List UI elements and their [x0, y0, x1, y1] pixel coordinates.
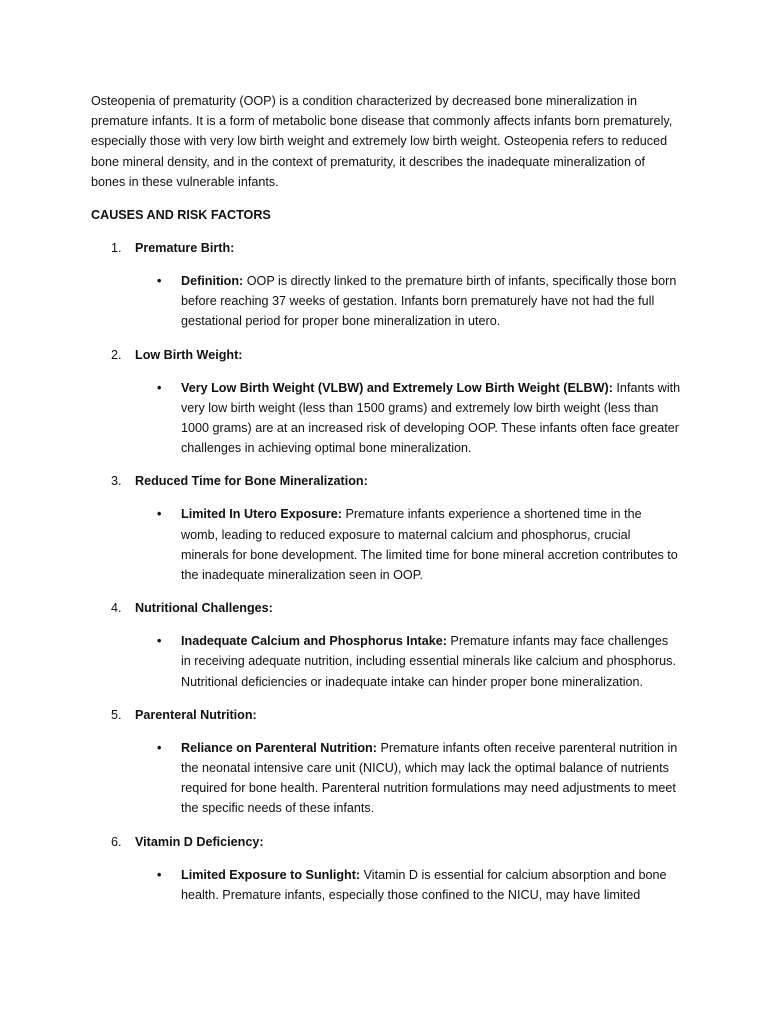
bullet-icon: • — [157, 634, 162, 649]
bullet-term: Inadequate Calcium and Phosphorus Intake: — [181, 634, 447, 649]
intro-paragraph: Osteopenia of prematurity (OOP) is a condition characterized by decreased bone mineralization in premature infants. It is a form of metabolic bone disease that commonly affects infants born prematurely, especially those with very low birth weight and extremely low birth weight. Osteopenia refers to reduced bone mineral density, and in the context of prematurity, it describes the inadequate mineralization of bones in these vulnerable infants. — [91, 94, 673, 189]
list-item — [91, 598, 681, 692]
list-item-title-text: Vitamin D Deficiency: — [135, 834, 264, 849]
list-item-title — [91, 471, 681, 491]
bullet-icon: • — [157, 274, 162, 289]
bullet-text: Premature infants experience a shortened time in the womb, leading to reduced exposure to maternal calcium and phosphorus, crucial minerals for bone development. The limited time for bone mineral accretion contributes to the inadequate mineralization seen in OOP. — [181, 507, 678, 583]
list-item-number: 1. — [111, 241, 122, 256]
bullet-text: Premature infants may face challenges in receiving adequate nutrition, including essential minerals like calcium and phosphorus. Nutritional deficiencies or inadequate intake can hinder proper bone mineralization. — [181, 634, 676, 689]
list-item-number: 3. — [111, 474, 122, 489]
bullet-point — [91, 504, 681, 585]
bullet-icon: • — [157, 867, 162, 882]
list-item-title — [91, 238, 681, 258]
bullet-term: Very Low Birth Weight (VLBW) and Extremely Low Birth Weight (ELBW): — [181, 380, 613, 395]
bullet-point — [91, 738, 681, 819]
bullet-point — [91, 271, 681, 332]
list-item-number: 2. — [111, 347, 122, 362]
list-item — [91, 345, 681, 459]
list-item-number: 4. — [111, 601, 122, 616]
bullet-point — [91, 631, 681, 692]
bullet-text: Vitamin D is essential for calcium absorption and bone health. Premature infants, especially those confined to the NICU, may have limited — [181, 867, 667, 902]
list-item-title-text: Premature Birth: — [135, 241, 235, 256]
list-item-title-text: Parenteral Nutrition: — [135, 707, 257, 722]
list-item — [91, 832, 681, 905]
bullet-term: Limited Exposure to Sunlight: — [181, 867, 361, 882]
list-item — [91, 471, 681, 585]
risk-factor-list — [91, 238, 681, 905]
document-page — [91, 91, 681, 905]
bullet-text: OOP is directly linked to the premature birth of infants, specifically those born before reaching 37 weeks of gestation. Infants born prematurely have not had the full gestational period for proper bone mineralization in utero. — [181, 274, 677, 329]
list-item-title — [91, 598, 681, 618]
bullet-term: Definition: — [181, 274, 244, 289]
bullet-icon: • — [157, 507, 162, 522]
bullet-text: Premature infants often receive parenteral nutrition in the neonatal intensive care unit (NICU), which may lack the optimal balance of nutrients required for bone health. Parenteral nutrition formulations may need adjustments to meet the specific needs of these infants. — [181, 740, 678, 816]
list-item-title-text: Low Birth Weight: — [135, 347, 243, 362]
list-item-title — [91, 345, 681, 365]
list-item-title — [91, 705, 681, 725]
list-item-title-text: Reduced Time for Bone Mineralization: — [135, 474, 368, 489]
list-item-number: 6. — [111, 834, 122, 849]
bullet-point — [91, 865, 681, 905]
bullet-icon: • — [157, 740, 162, 755]
bullet-point — [91, 378, 681, 459]
list-item-title-text: Nutritional Challenges: — [135, 601, 273, 616]
bullet-term: Reliance on Parenteral Nutrition: — [181, 740, 377, 755]
bullet-term: Limited In Utero Exposure: — [181, 507, 342, 522]
bullet-text: Infants with very low birth weight (less than 1500 grams) and extremely low birth weight (less than 1000 grams) are at an increased risk of developing OOP. These infants often face greater challenges in achieving optimal bone mineralization. — [181, 380, 681, 456]
list-item-number: 5. — [111, 707, 122, 722]
list-item — [91, 705, 681, 819]
list-item-title — [91, 832, 681, 852]
bullet-icon: • — [157, 380, 162, 395]
list-item — [91, 238, 681, 332]
section-heading: CAUSES AND RISK FACTORS — [91, 208, 271, 223]
